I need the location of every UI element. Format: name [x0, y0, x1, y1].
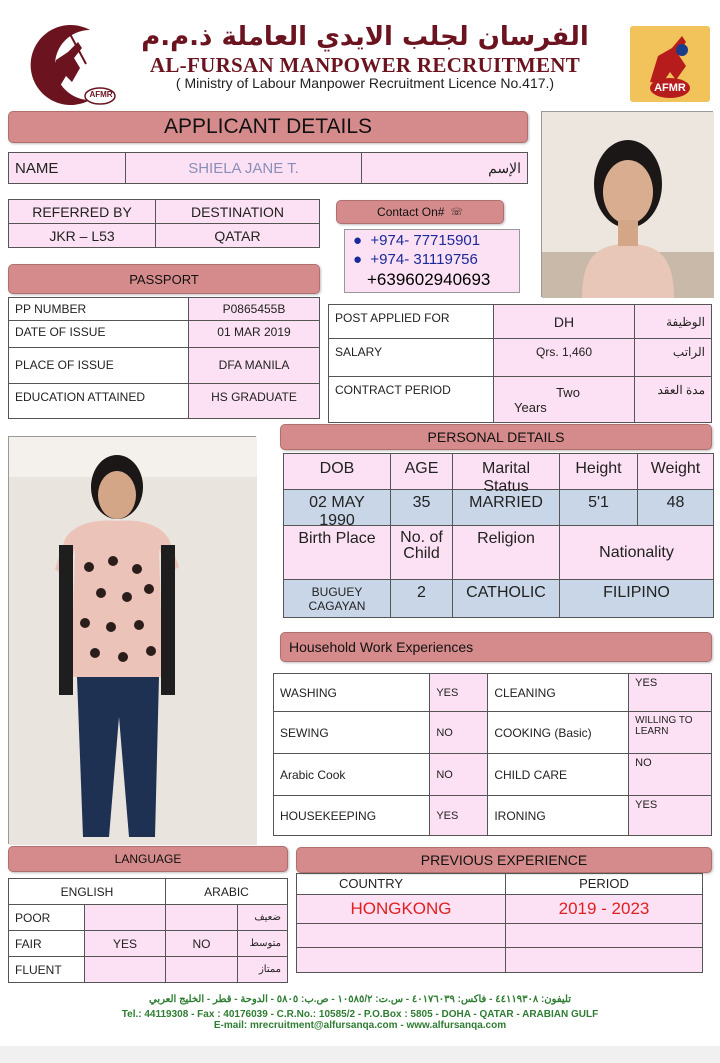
contract-period-arabic: مدة العقد — [635, 377, 712, 423]
contact-line-2: ● +974- 31119756 — [353, 251, 478, 268]
height-value: 5'1 — [560, 490, 638, 526]
language-header — [8, 846, 288, 872]
previous-period-empty — [506, 948, 703, 973]
referred-by-label: REFERRED BY — [9, 200, 156, 224]
name-arabic-label: الإسم — [362, 153, 528, 184]
salary-arabic: الراتب — [635, 339, 712, 377]
education-label: EDUCATION ATTAINED — [9, 383, 189, 419]
household-task: Arabic Cook — [274, 754, 430, 796]
no-of-child-header-text: No. of Child — [400, 529, 443, 562]
language-level-arabic: متوسط — [238, 931, 288, 957]
footer-english-line: Tel.: 44119308 - Fax : 40176039 - C.R.No.: 10585/2 - P.O.Box : 5805 - DOHA - QATAR - ARABIAN GULF — [121, 1009, 599, 1020]
licence-text: ( Ministry of Labour Manpower Recruitment Licence No.417.) — [175, 75, 555, 91]
previous-experience-table — [296, 873, 703, 973]
language-english-value — [85, 957, 166, 983]
date-of-issue-value: 01 MAR 2019 — [189, 320, 320, 347]
birth-place-value: BUGUEY CAGAYAN — [284, 580, 391, 618]
place-of-issue-value: DFA MANILA — [189, 348, 320, 383]
height-header: Height — [560, 454, 638, 490]
previous-period-header: PERIOD — [506, 874, 703, 895]
contact-label: Contact On# — [377, 205, 445, 219]
contact-number-main: +639602940693 — [367, 270, 491, 289]
household-answer: WILLING TO LEARN — [629, 712, 712, 754]
household-answer: YES — [629, 674, 712, 712]
religion-value: CATHOLIC — [453, 580, 560, 618]
left-logo-text: AFMR — [89, 90, 113, 99]
pp-number-label: PP NUMBER — [9, 298, 189, 321]
right-logo-text: AFMR — [654, 82, 686, 94]
household-task: CHILD CARE — [488, 754, 629, 796]
no-of-child-header — [391, 526, 453, 580]
household-task: COOKING (Basic) — [488, 712, 629, 754]
contact-line-1: ● +974- 77715901 — [353, 232, 481, 249]
marital-status-value: MARRIED — [453, 490, 560, 526]
contract-period-value — [494, 377, 635, 423]
post-applied-value: DH — [494, 305, 635, 339]
footer — [0, 990, 720, 1030]
household-header — [280, 632, 712, 662]
passport-table — [8, 297, 320, 419]
name-value: SHIELA JANE T. — [126, 153, 362, 184]
contact-box — [344, 229, 520, 293]
language-english-value — [85, 905, 166, 931]
age-value: 35 — [391, 490, 453, 526]
household-answer: YES — [629, 796, 712, 836]
nationality-header: Nationality — [560, 526, 714, 580]
contract-period-line2: Years — [514, 399, 547, 415]
language-arabic-value: NO — [166, 931, 238, 957]
education-value: HS GRADUATE — [189, 383, 320, 419]
language-level: FLUENT — [9, 957, 85, 983]
destination-value: QATAR — [156, 224, 320, 248]
destination-label: DESTINATION — [156, 200, 320, 224]
salary-value: Qrs. 1,460 — [494, 339, 635, 377]
applicant-details-title-text: APPLICANT DETAILS — [163, 115, 373, 138]
household-answer: NO — [629, 754, 712, 796]
age-header: AGE — [391, 454, 453, 490]
pp-number-value: P0865455B — [189, 298, 320, 321]
household-table — [273, 673, 712, 836]
applicant-portrait-photo — [541, 111, 713, 297]
previous-country-empty — [297, 923, 506, 948]
personal-details-table — [283, 453, 714, 618]
marital-status-header-text: Marital Status — [481, 460, 530, 495]
previous-country-empty — [297, 948, 506, 973]
previous-experience-header — [296, 847, 712, 873]
contract-period-line1: Two — [556, 384, 580, 400]
language-level: POOR — [9, 905, 85, 931]
weight-header: Weight — [638, 454, 714, 490]
household-answer: NO — [430, 754, 488, 796]
religion-header: Religion — [453, 526, 560, 580]
post-applied-label: POST APPLIED FOR — [329, 305, 494, 339]
company-arabic-name: الفرسان لجلب الايدي العاملة ذ.م.م — [141, 22, 589, 52]
referral-table — [8, 199, 320, 248]
language-arabic-header: ARABIC — [166, 879, 288, 905]
language-arabic-value — [166, 905, 238, 931]
marital-status-header — [453, 454, 560, 495]
language-english-value: YES — [85, 931, 166, 957]
contact-number-2: +974- 31119756 — [370, 251, 478, 268]
language-title: LANGUAGE — [114, 852, 182, 866]
language-level-arabic: ضعيف — [238, 905, 288, 931]
date-of-issue-label: DATE OF ISSUE — [9, 320, 189, 347]
weight-value: 48 — [638, 490, 714, 526]
previous-experience-title: PREVIOUS EXPERIENCE — [420, 852, 588, 868]
personal-details-header — [280, 424, 712, 450]
dob-value-text: 02 MAY 1990 — [309, 494, 365, 529]
household-answer: NO — [430, 712, 488, 754]
dob-value — [284, 490, 391, 529]
passport-header — [8, 264, 320, 294]
birth-place-header: Birth Place — [284, 526, 391, 580]
contract-period-label: CONTRACT PERIOD — [329, 377, 494, 423]
household-answer: YES — [430, 796, 488, 836]
contact-header — [336, 200, 504, 224]
right-logo — [630, 26, 710, 102]
bottom-bar — [0, 1046, 720, 1063]
previous-country-value: HONGKONG — [297, 894, 506, 923]
referred-by-value: JKR – L53 — [9, 224, 156, 248]
language-table — [8, 878, 288, 983]
header — [0, 0, 720, 108]
household-task: HOUSEKEEPING — [274, 796, 430, 836]
nationality-value: FILIPINO — [560, 580, 714, 618]
language-level-arabic: ممتاز — [238, 957, 288, 983]
household-task: CLEANING — [488, 674, 629, 712]
previous-period-empty — [506, 923, 703, 948]
household-task: IRONING — [488, 796, 629, 836]
language-arabic-value — [166, 957, 238, 983]
name-label: NAME — [9, 153, 126, 184]
no-of-child-value: 2 — [391, 580, 453, 618]
household-title: Household Work Experiences — [289, 639, 474, 655]
language-level: FAIR — [9, 931, 85, 957]
household-answer: YES — [430, 674, 488, 712]
footer-email-line: E-mail: mrecruitment@alfursanqa.com - www.alfursanqa.com — [213, 1020, 507, 1031]
place-of-issue-label: PLACE OF ISSUE — [9, 348, 189, 383]
name-table — [8, 152, 528, 184]
previous-period-value: 2019 - 2023 — [506, 894, 703, 923]
household-task: SEWING — [274, 712, 430, 754]
applicant-full-body-photo — [8, 436, 256, 844]
company-english-name: AL-FURSAN MANPOWER RECRUITMENT — [149, 53, 581, 77]
language-english-header: ENGLISH — [9, 879, 166, 905]
salary-label: SALARY — [329, 339, 494, 377]
passport-title: PASSPORT — [129, 271, 199, 287]
contact-number-1: +974- 77715901 — [370, 232, 481, 249]
personal-details-title: PERSONAL DETAILS — [427, 429, 565, 445]
post-table — [328, 304, 712, 423]
household-task: WASHING — [274, 674, 430, 712]
footer-arabic-line: تليفون: ٤٤١١٩٣٠٨ - فاكس: ٤٠١٧٦٠٣٩ - س.ت: ١٠٥٨٥/٢ - ص.ب: ٥٨٠٥ - الدوحة - قطر - الخليج العربي — [149, 994, 571, 1005]
dob-header: DOB — [284, 454, 391, 490]
left-logo — [20, 24, 116, 106]
previous-country-header: COUNTRY — [297, 874, 506, 895]
post-applied-arabic: الوظيفة — [635, 305, 712, 339]
phone-icon: ☏ — [450, 206, 463, 218]
applicant-details-title — [8, 111, 528, 143]
